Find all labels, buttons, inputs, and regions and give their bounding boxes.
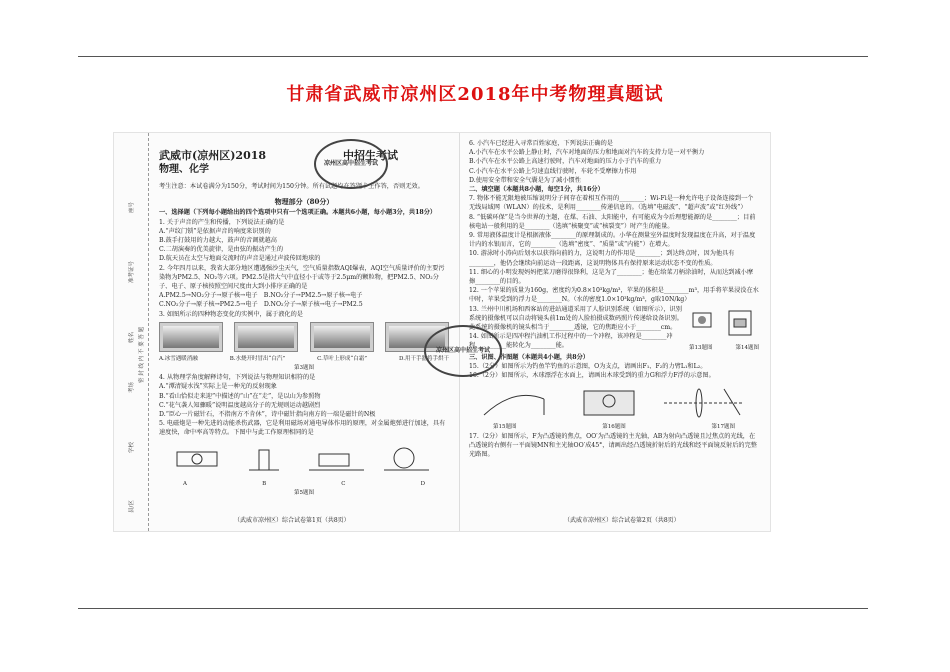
- exam-title-line2: 物理、化学: [159, 164, 209, 175]
- binding-margin: [124, 133, 149, 531]
- question-11: 11. 细心的小明发现妈妈把菜刀磨得很锋利，这是为了________；他在给菜刀柄涂油时，从而达到减小摩擦________的目的。: [469, 268, 754, 286]
- question-2: 2. 今年四月以来，我省大部分地区遭遇强沙尘天气，空气质量指数AQI爆表，AQI空气质量评价的主要污染物为PM2.5、NO₂等六项。PM2.5是指大气中直径小于或等于2.5μm的颗粒物，把PM2.5、NO₂分子、电子、原子核按照空间尺度由大到小排序正确的是: [159, 264, 445, 291]
- q3-caption-c: C.草叶上形成“白霜”: [317, 355, 368, 362]
- exam-notice: 考生注意：本试卷满分为150分，考试时间为150分钟。所有试题均在答题卡上作答，否则无效。: [159, 183, 424, 190]
- q4-option-d: D.“臣心一片磁针石，不指南方不肯休”，诗中磁针指向南方的一端是磁针的N极: [159, 411, 376, 419]
- q15-q17-figures: [469, 385, 759, 419]
- side-label-school: 学校: [129, 441, 135, 453]
- q5-caption-c: C: [341, 480, 346, 487]
- part-heading: 物理部分（80分）: [274, 197, 334, 207]
- q5-caption-b: B: [262, 480, 267, 487]
- right-column: [469, 139, 759, 459]
- q5-caption-d: D: [420, 480, 425, 487]
- seal-line-notice: 密 封 线 内 不 要 答 题: [139, 326, 145, 383]
- q3-figure-label: 第3题图: [294, 365, 314, 372]
- exam-sheet: [113, 132, 771, 532]
- q6-option-b: B.小汽车在水平公路上高速行驶时，汽车对地面的压力小于汽车的重力: [469, 158, 662, 166]
- q13-q14-captions: [689, 344, 759, 353]
- question-4: 4. 从物理学角度解释诗句，下列说法与物理知识相符的是: [159, 374, 316, 382]
- official-stamp: 凉州区高中招生考试: [314, 139, 388, 189]
- page-title: 甘肃省武威市凉州区2018年中考物理真题试: [286, 84, 664, 105]
- q13-q14-block: [469, 305, 759, 353]
- q5-figure: [159, 442, 449, 476]
- left-column: [159, 139, 449, 498]
- q1-option-d: D.航天员在太空与地面交流时的声音是通过声波传回地球的: [159, 255, 321, 263]
- q13-figure-label: 第13题图: [689, 344, 713, 351]
- side-label-exam-id: 准考证号: [129, 260, 135, 283]
- q3-caption-b: B.水烧开时冒出“白汽”: [229, 355, 286, 362]
- q3-picture-a: [159, 322, 223, 352]
- question-15: 15.（2分）如图所示为钓鱼竿钓鱼的示意图，O为支点，请画出F₁、F₂的力臂L₁和L₂。: [469, 363, 707, 371]
- q1-option-c: C.二胡演奏的优美旋律，是由弦的振动产生的: [159, 246, 284, 254]
- q17-figure-label: 第17题图: [711, 423, 735, 430]
- footer-page-1: （武威市凉州区）综合试卷第1页（共8页）: [234, 516, 350, 524]
- question-9: 9. 常用液体温度计是根据液体________的原理制成的。小华在测量室外温度时发现温度在升高，对于温度计内的水银而言，它的________（选填“密度”、“质量”或“内能”）在增大。: [469, 232, 756, 249]
- q3-caption-a: A.冰雪遇暖消融: [159, 355, 198, 362]
- q13-q14-drawings: [689, 305, 759, 341]
- q6-option-d: D.使用安全带和安全气囊是为了减小惯性: [469, 176, 581, 184]
- q16-figure-label: 第16题图: [602, 423, 626, 430]
- side-label-seat: 座号: [129, 201, 135, 213]
- q5-captions: [159, 480, 449, 489]
- question-13: 13. 兰州中川机场和西客站的进站通道采用了人脸识别系统（如图所示），识别系统的摄像机可以自动将镜头前1m处的人脸拍摄成数码照片传递给设备识别。此系统的摄像机的镜头相当于________透镜，它的焦距应小于________cm。: [469, 305, 683, 332]
- question-6: 6. 小汽车已经进入寻常百姓家庭，下列说法正确的是: [469, 140, 613, 147]
- q13-q14-figures: [689, 305, 759, 353]
- section1-heading: 一、选择题（下列每小题给出的四个选项中只有一个选项正确。本题共6小题，每小题3分，共18分）: [159, 209, 437, 217]
- question-7: 7. 物体不能无限地被压缩说明分子间存在着相互作用的________；Wi-Fi是一种允许电子设备连接到一个无线局域网（WLAN）的技术，是利用________传递信息的。（选填“电磁波”、“超声波”或“红外线”）: [469, 195, 754, 212]
- q6-option-a: A.小汽车在水平公路上静止时，汽车对地面的压力和地面对汽车的支持力是一对平衡力: [469, 149, 705, 157]
- q15-q17-drawings: [474, 385, 754, 419]
- q3-caption-d: D.用干手器将手烘干: [399, 355, 449, 362]
- q14-figure-label: 第14题图: [735, 344, 759, 351]
- q4-option-c: C.“花气袭人知骤暖”说明温度越高分子的无规则运动越剧烈: [159, 401, 321, 409]
- question-8: 8. “低碳环保”是当今世界的主题，在煤、石油、太阳能中，有可能成为今后理想能源的是________；目前核电站一般利用的是________（选填“核聚变”或“核裂变”）时产生的能量。: [469, 213, 756, 230]
- side-label-district: 县/区: [129, 500, 135, 513]
- q2-options: A.PM2.5→NO₂分子→原子核→电子 B.NO₂分子→PM2.5→原子核→电子: [159, 292, 363, 300]
- q6-option-c: C.小汽车在水平公路上匀速直线行驶时，车轮不受摩擦力作用: [469, 167, 637, 175]
- side-label-name: 姓名: [129, 331, 135, 343]
- q5-apparatus-drawings: [169, 442, 439, 476]
- q5-figure-label: 第5题图: [294, 489, 314, 496]
- official-stamp-2: 凉州区高中招生考试: [424, 325, 502, 377]
- q2-options-2: C.NO₂分子→原子核→PM2.5→电子 D.NO₂分子→原子核→电子→PM2.5: [159, 301, 363, 309]
- q15-q17-captions: [469, 423, 759, 432]
- q3-captions: [159, 355, 449, 364]
- question-17: 17.（2分）如图所示，F为凸透镜的焦点，OO′为凸透镜的主光轴，AB为射向凸透镜且过焦点的光线，在凸透镜的右侧有一平面镜MN和主光轴OO′成45°，请画出经凸透镜折射后的光线和经平面镜反射后的完整光路图。: [469, 432, 757, 459]
- question-12: 12. 一个苹果的质量为160g，密度约为0.8×10³kg/m³，苹果的体积是________m³，用手将苹果浸没在水中时，苹果受到的浮力是________N。（水的密度1.0×10³kg/m³，g取10N/kg）: [469, 287, 759, 304]
- question-3: 3. 如图所示的四种物态变化的实例中，属于液化的是: [159, 310, 303, 318]
- side-label-room: 考场: [129, 381, 135, 393]
- q3-picture-b: [234, 322, 298, 352]
- q4-option-b: B.“看山恰似走来迎”中描述的“山”在“走”，是以山为参照物: [159, 392, 321, 400]
- q15-figure-label: 第15题图: [493, 423, 517, 430]
- bottom-rule: [78, 608, 868, 609]
- q4-option-a: A.“潭清疑水浅”实际上是一种光的反射现象: [159, 383, 277, 391]
- q1-option-a: A.“声纹门锁”是依据声音的响度来识别的: [159, 227, 271, 235]
- section2-heading: 二、填空题（本题共8小题，每空1分，共16分）: [469, 186, 604, 194]
- top-rule: [78, 56, 868, 57]
- q3-pictures: [159, 322, 449, 352]
- question-16: 16.（2分）如图所示，木球漂浮在水面上，请画出木球受到的重力G和浮力F浮的示意图。: [469, 372, 715, 380]
- question-14: 14. 如图所示是四冲程汽油机工作过程中的一个冲程，该冲程是________冲程，________能转化为________能。: [469, 333, 673, 350]
- section3-heading: 三、识图、作图题（本题共4小题，共8分）: [469, 354, 589, 362]
- q1-option-b: B.鼓手打鼓用的力越大，鼓声的音调就越高: [159, 237, 277, 245]
- footer-page-2: （武威市凉州区）综合试卷第2页（共8页）: [564, 516, 680, 524]
- exam-title-line1: 武威市(凉州区)2018 中招生考试: [159, 149, 399, 162]
- question-5: 5. 电磁炮是一种先进的动能杀伤武器，它是利用磁场对通电导体作用的原理，对金属炮弹进行加速，具有速度快，命中率高等特点。下图中与此工作原理相同的是: [159, 420, 446, 437]
- question-10: 10. 游泳时小涛向后划水以获得向前的力，这说明力的作用是________；到达终点时，因为他具有________，他仍会继续向前运动一段距离，这说明物体具有保持原来运动状态不变的性质。: [469, 250, 735, 267]
- question-1: 1. 关于声音的产生和传播，下列说法正确的是: [159, 218, 285, 226]
- q3-picture-c: [310, 322, 374, 352]
- q5-caption-a: A: [183, 480, 187, 487]
